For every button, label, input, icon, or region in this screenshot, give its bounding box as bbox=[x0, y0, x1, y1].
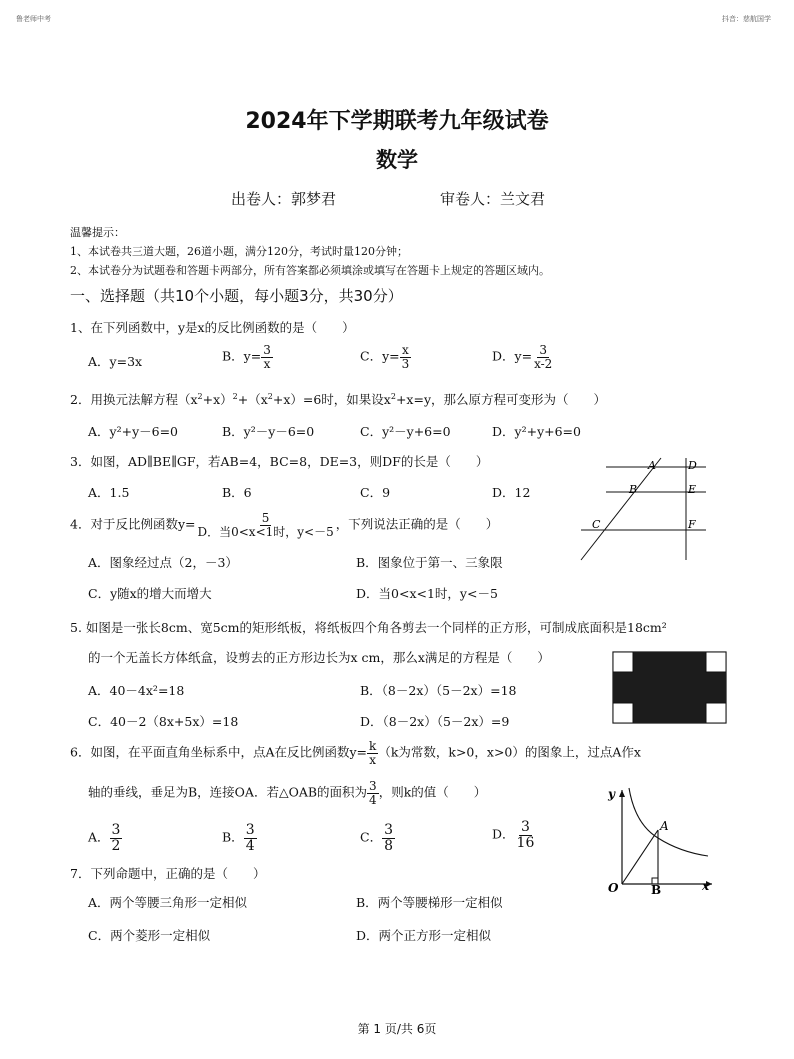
q3-option-b: B．6 bbox=[222, 485, 252, 500]
q6-option-b: B． $\frac{3}{4}$ bbox=[222, 822, 255, 854]
q3-option-c: C．9 bbox=[360, 485, 391, 500]
cut-corner-tr bbox=[706, 652, 726, 672]
tips-line-2: 2、本试卷分为试题卷和答题卡两部分，所有答案都必须填涂或填写在答题卡上规定的答题区域内。 bbox=[70, 264, 550, 277]
segment-oa bbox=[622, 830, 658, 884]
q4-option-d: D．当0<x<1时，y<－5 bbox=[356, 586, 498, 601]
q2-option-d: D．y²+y+6=0 bbox=[492, 424, 581, 439]
tips-heading: 温馨提示： bbox=[70, 226, 125, 239]
label-b-point: B bbox=[651, 883, 662, 896]
q1-option-c: C．y= $\frac{x}{3}$ bbox=[360, 343, 410, 371]
label-e: E bbox=[688, 483, 697, 496]
q1-option-a: A．y=3x bbox=[88, 354, 143, 369]
q5-option-a: A．40－4x²=18 bbox=[88, 683, 185, 698]
label-a-point: A bbox=[660, 819, 669, 833]
label-f: F bbox=[688, 518, 696, 531]
q1-stem: 1、在下列函数中，y是x的反比例函数的是（ ） bbox=[70, 320, 355, 335]
q7-option-a: A．两个等腰三角形一定相似 bbox=[88, 895, 248, 910]
q2-stem: 2．用换元法解方程$(x^2+x)^2+(x^2+x)=6$时，如果设$x^2+x=y$，那么原方程可变形为（ ） bbox=[70, 391, 607, 407]
q2-option-b: B．y²－y－6=0 bbox=[222, 424, 315, 439]
q5-option-d: D．（8－2x）（5－2x）=9 bbox=[360, 714, 510, 729]
q2-option-c: C．y²－y+6=0 bbox=[360, 424, 451, 439]
q7-option-d: D．两个正方形一定相似 bbox=[356, 928, 492, 943]
q2-option-a: A．y²+y－6=0 bbox=[88, 424, 179, 439]
q5-cardboard-figure bbox=[612, 651, 727, 724]
q6-stem-line-1: 6．如图，在平面直角坐标系中，点A在反比例函数y= $\frac{k}{x}$ （k为常数，k>0，x>0）的图象上，过点A作x bbox=[70, 739, 641, 767]
q3-option-a: A．1.5 bbox=[88, 485, 130, 500]
q7-option-c: C．两个菱形一定相似 bbox=[88, 928, 211, 943]
reviewer-line: 审卷人：兰文君 bbox=[440, 190, 546, 208]
section-heading: 一、选择题（共10个小题，每小题3分，共30分） bbox=[70, 287, 403, 305]
label-c: C bbox=[592, 518, 601, 531]
q5-stem-line-1: 5. 如图是一张长8cm、宽5cm的矩形纸板，将纸板四个角各剪去一个同样的正方形，可制成底面积是18cm² bbox=[70, 620, 667, 635]
page-title: 2024年下学期联考九年级试卷 bbox=[245, 109, 549, 134]
q6-stem-line-2: 轴的垂线，垂足为B，连接OA．若△OAB的面积为 $\frac{3}{4}$ ，则k的值（ ） bbox=[88, 779, 487, 807]
label-x: x bbox=[702, 879, 710, 893]
label-b: B bbox=[629, 483, 638, 496]
q3-parallel-lines-figure bbox=[576, 455, 712, 565]
q4-option-b: B．图象位于第一、三象限 bbox=[356, 555, 503, 570]
q1-option-d: D．y= $\frac{3}{x-2}$ bbox=[492, 343, 553, 371]
transversal-ac bbox=[581, 458, 661, 560]
q4-stem: 4．对于反比例函数y= $\frac{5}{\text{D．当0<x<1时，y<－5}}$ ，下列说法正确的是（ ） bbox=[70, 511, 499, 539]
q3-option-d: D．12 bbox=[492, 485, 531, 500]
label-a: A bbox=[648, 459, 656, 472]
q7-stem: 7．下列命题中，正确的是（ ） bbox=[70, 866, 266, 881]
cut-corner-bl bbox=[613, 703, 633, 723]
header-right: 抖音：慈航国学 bbox=[722, 15, 771, 23]
q6-option-d: D． $\frac{3}{16}$ bbox=[492, 819, 535, 851]
q5-option-c: C．40－2（8x+5x）=18 bbox=[88, 714, 239, 729]
y-axis-arrow bbox=[619, 790, 625, 797]
q7-option-b: B．两个等腰梯形一定相似 bbox=[356, 895, 503, 910]
tips-line-1: 1、本试卷共三道大题，26道小题，满分120分，考试时量120分钟； bbox=[70, 245, 408, 258]
cut-corner-br bbox=[706, 703, 726, 723]
subject-title: 数学 bbox=[376, 148, 418, 172]
q4-option-a: A．图象经过点（2，－3） bbox=[88, 555, 238, 570]
q6-coordinate-figure bbox=[600, 784, 718, 896]
author-line: 出卷人：郭梦君 bbox=[231, 190, 337, 208]
label-d: D bbox=[688, 459, 697, 472]
q1-option-b: B．y= $\frac{3}{x}$ bbox=[222, 343, 271, 371]
page-footer: 第 1 页/共 6页 bbox=[357, 1022, 437, 1036]
q6-option-c: C． $\frac{3}{8}$ bbox=[360, 822, 393, 854]
cut-corner-tl bbox=[613, 652, 633, 672]
q6-option-a: A． $\frac{3}{2}$ bbox=[88, 822, 121, 854]
q5-option-b: B．（8－2x）（5－2x）=18 bbox=[360, 683, 517, 698]
q4-option-c: C．y随x的增大而增大 bbox=[88, 586, 212, 601]
label-o: O bbox=[608, 881, 619, 895]
label-y: y bbox=[608, 787, 615, 801]
q5-stem-line-2: 的一个无盖长方体纸盒，设剪去的正方形边长为x cm，那么x满足的方程是（ ） bbox=[88, 650, 550, 665]
q3-stem: 3．如图，AD∥BE∥GF，若AB=4，BC=8，DE=3，则DF的长是（ ） bbox=[70, 454, 489, 469]
header-left: 鲁老师中考 bbox=[16, 15, 51, 23]
